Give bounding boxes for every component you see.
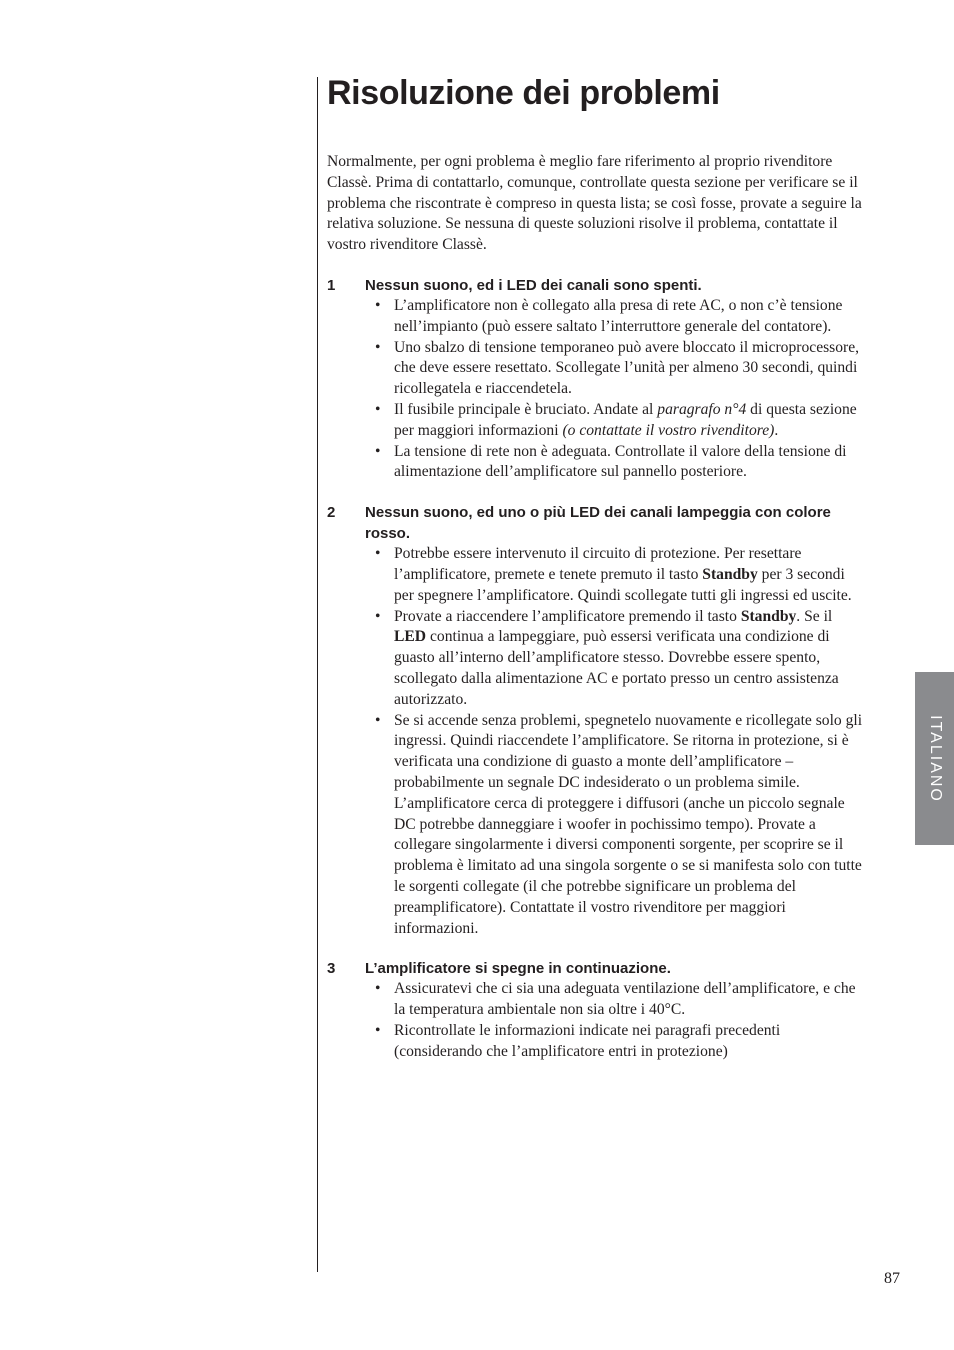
standby-key-label: Standby: [702, 565, 758, 583]
section-title: L’amplificatore si spegne in continuazione.: [365, 960, 671, 978]
page-number: 87: [884, 1270, 900, 1287]
solution-item: • La tensione di rete non è adeguata. Controllate il valore della tensione di alimentazione dell’amplificatore sul pannello posteriore.: [375, 442, 867, 484]
paragraph-reference: paragrafo n°4: [657, 400, 747, 418]
language-tab-label: ITALIANO: [926, 714, 944, 803]
section-heading: [327, 502, 867, 544]
section-heading: [327, 275, 867, 296]
standby-key-label: Standby: [740, 607, 797, 625]
section-heading: [327, 958, 867, 979]
section-title: Nessun suono, ed i LED dei canali sono spenti.: [365, 276, 702, 294]
language-tab: [915, 672, 954, 845]
vertical-rule: [317, 77, 318, 1272]
solution-list: [327, 979, 867, 1062]
section-number: 1: [327, 276, 336, 294]
solution-item: • Il fusibile principale è bruciato. Andate al paragrafo n°4 di questa sezione per maggiori informazioni (o contattate il vostro rivenditore).: [375, 400, 867, 442]
section-number: 2: [327, 504, 336, 522]
solution-item: • Ricontrollate le informazioni indicate nei paragrafi precedenti (considerando che l’amplificatore entri in protezione): [375, 1021, 867, 1063]
section-number: 3: [327, 960, 336, 978]
problem-section-3: [327, 958, 867, 1062]
solution-list: [327, 544, 867, 939]
problem-section-1: [327, 275, 867, 483]
page-title: Risoluzione dei problemi: [327, 74, 720, 112]
problem-section-2: [327, 502, 867, 939]
intro-paragraph: Normalmente, per ogni problema è meglio fare riferimento al proprio rivenditore Classè. Prima di contattarlo, comunque, controllate questa sezione per verificare se il problema che riscontrate è compreso in questa lista; se così fosse, provate a seguire la relativa soluzione. Se nessuna di queste soluzioni risolve il problema, contattate il vostro rivenditore Classè.: [327, 153, 862, 254]
contact-note: (o contattate il vostro rivenditore): [562, 421, 775, 439]
solution-item: • L’amplificatore non è collegato alla presa di rete AC, o non c’è tensione nell’impianto (può essere saltato l’interruttore generale del contatore).: [375, 296, 867, 338]
solution-item: • Potrebbe essere intervenuto il circuito di protezione. Per resettare l’amplificatore, premete e tenete premuto il tasto Standby per 3 secondi per spegnere l’amplificatore. Quindi scollegate tutti gli ingressi ed uscite.: [375, 544, 867, 606]
led-label: LED: [394, 628, 427, 646]
solution-item: • Provate a riaccendere l’amplificatore premendo il tasto Standby. Se il LED continua a lampeggiare, può essersi verificata una condizione di guasto all’interno dell’amplificatore stesso. Dovrebbe essere spento, scollegato dalla alimentazione AC e portato presso un centro assistenza autorizzato.: [375, 607, 867, 711]
solution-item: • Uno sbalzo di tensione temporaneo può avere bloccato il microprocessore, che deve essere resettato. Scollegate l’unità per almeno 30 secondi, quindi ricollegatela e riaccendetela.: [375, 338, 867, 400]
solution-list: [327, 296, 867, 483]
solution-item: • Se si accende senza problemi, spegnetelo nuovamente e ricollegate solo gli ingressi. Quindi riaccendete l’amplificatore. Se ritorna in protezione, si è verificata una condizione di guasto a monte dell’amplificatore – probabilmente un segnale DC indesiderato o un problema simile. L’amplificatore cerca di proteggere i diffusori (anche un piccolo segnale DC potrebbe danneggiare i woofer in pochissimo tempo). Provate a collegare singolarmente i diversi componenti sorgente, per scoprire se il problema è limitato ad una singola sorgente o se si manifesta solo con tutte le sorgenti collegate (il che potrebbe significare un problema del preamplificatore). Contattate il vostro rivenditore per maggiori informazioni.: [375, 711, 867, 940]
solution-item: • Assicuratevi che ci sia una adeguata ventilazione dell’amplificatore, e che la temperatura ambientale non sia oltre i 40°C.: [375, 979, 867, 1021]
section-title: Nessun suono, ed uno o più LED dei canali lampeggia con colore rosso.: [365, 504, 831, 543]
main-content: [327, 152, 867, 1081]
